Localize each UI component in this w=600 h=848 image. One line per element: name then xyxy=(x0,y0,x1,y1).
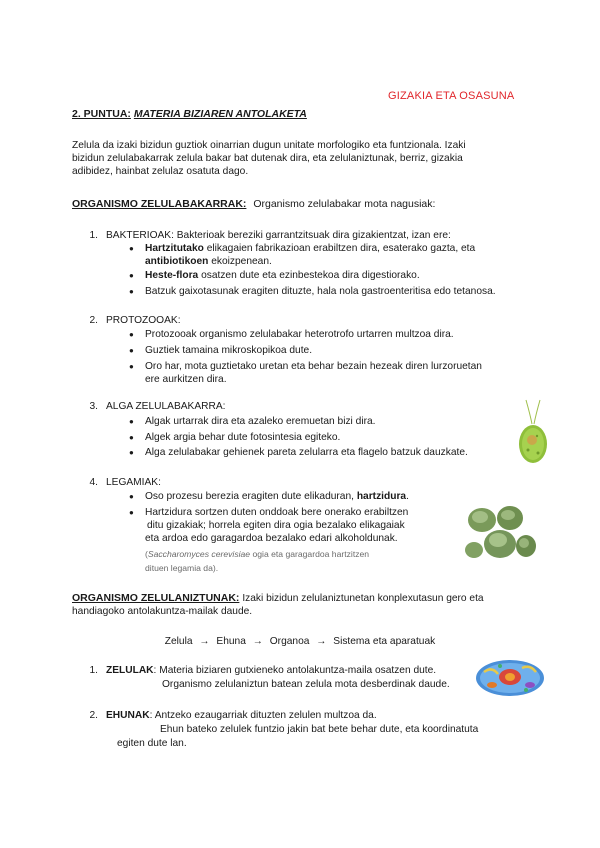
bold-term: antibiotikoen xyxy=(145,256,209,267)
bullet-icon: ● xyxy=(129,271,134,280)
list-item xyxy=(145,269,420,282)
cells-desc: Organismo zelulaniztun batean zelula mota desberdinak daude. xyxy=(162,679,450,690)
section-title xyxy=(72,108,307,120)
yeast-image xyxy=(460,498,538,570)
bold-term: EHUNAK xyxy=(106,710,150,721)
bacteria-title: BAKTERIOAK: Bakterioak bereziki garrantzitsuak dira gizakientzat, izan ere: xyxy=(106,230,451,241)
bullet-icon: ● xyxy=(129,433,134,442)
flow-step: Sistema eta aparatuak xyxy=(333,636,436,647)
list-item: Hartzidura sortzen duten onddoak bere onerako erabiltzen xyxy=(145,507,409,518)
list-number: 1. xyxy=(89,665,98,676)
list-item: Algek argia behar dute fotosintesia egiteko. xyxy=(145,432,341,443)
multicellular-heading-label: ORGANISMO ZELULANIZTUNAK: xyxy=(72,592,240,604)
yeast-title: LEGAMIAK: xyxy=(106,477,161,488)
item-text: osatzen dute eta ezinbestekoa dira digestiorako. xyxy=(201,270,420,281)
tissue-title xyxy=(106,709,377,722)
bold-term: Hartzitutako xyxy=(145,243,204,254)
cell-image xyxy=(474,656,546,698)
bold-term: ZELULAK xyxy=(106,665,154,676)
item-text: ekoizpenean. xyxy=(211,256,272,267)
bold-term: Heste-flora xyxy=(145,270,199,281)
note-text: ( xyxy=(145,549,148,559)
cells-title xyxy=(106,664,436,677)
list-item: Algak urtarrak dira eta azaleko eremuetan bizi dira. xyxy=(145,416,376,427)
tissue-desc: Ehun bateko zelulek funtzio jakin bat bete behar dute, eta koordinatuta xyxy=(160,724,479,735)
bullet-icon: ● xyxy=(129,448,134,457)
item-text: elikagaien fabrikazioan erabiltzen dira, esaterako gazta, eta xyxy=(206,243,476,254)
algae-image xyxy=(516,398,550,466)
list-number: 1. xyxy=(89,230,98,241)
list-number: 3. xyxy=(89,401,98,412)
flow-step: Ehuna xyxy=(216,636,246,647)
list-item: Alga zelulabakar gehienek pareta zelularra eta flagelo batzuk dauzkate. xyxy=(145,447,468,458)
list-item xyxy=(145,242,475,255)
arrow-right-icon: → xyxy=(316,636,327,647)
section-name: MATERIA BIZIAREN ANTOLAKETA xyxy=(133,108,307,120)
item-text: . xyxy=(406,491,409,502)
flow-step: Zelula xyxy=(164,636,193,647)
species-name: Saccharomyces cerevisiae xyxy=(147,549,251,559)
list-item-cont: ditu gizakiak; horrela egiten dira ogia bezalako elikagaiak xyxy=(147,520,405,531)
yeast-note xyxy=(145,548,369,561)
header-title: GIZAKIA ETA OSASUNA xyxy=(388,90,515,102)
algae-title: ALGA ZELULABAKARRA: xyxy=(106,401,226,412)
list-item-cont xyxy=(145,255,272,268)
tissue-desc-cont: egiten dute lan. xyxy=(117,738,187,749)
bullet-icon: ● xyxy=(129,346,134,355)
list-number: 2. xyxy=(89,710,98,721)
bold-term: hartzidura xyxy=(356,491,407,502)
note-text: ogia eta garagardoa hartzitzen xyxy=(252,549,370,559)
multicellular-heading xyxy=(72,591,542,618)
bullet-icon: ● xyxy=(129,244,134,253)
bullet-icon: ● xyxy=(129,287,134,296)
bullet-icon: ● xyxy=(129,362,134,371)
unicellular-heading-label: ORGANISMO ZELULABAKARRAK: xyxy=(72,198,247,210)
list-item: Batzuk gaixotasunak eragiten dituzte, hala nola gastroenteritisa edo tetanosa. xyxy=(145,286,496,297)
arrow-right-icon: → xyxy=(199,636,210,647)
organization-flow xyxy=(0,635,600,648)
item-text: : Materia biziaren gutxieneko antolakuntza-maila osatzen dute. xyxy=(153,665,437,676)
bullet-icon: ● xyxy=(129,417,134,426)
flow-step: Organoa xyxy=(269,636,310,647)
yeast-note-cont: dituen legamia da). xyxy=(145,563,219,573)
item-text: Oso prozesu berezia eragiten dute elikaduran, xyxy=(145,491,354,502)
list-item xyxy=(145,490,409,503)
bullet-icon: ● xyxy=(129,508,134,517)
unicellular-heading xyxy=(72,198,435,210)
list-item-cont: eta ardoa edo garagardoa bezalako edari alkoholdunak. xyxy=(145,533,398,544)
intro-line: adibidez, hainbat zelulaz osatuta dago. xyxy=(72,166,249,177)
protozoa-title: PROTOZOOAK: xyxy=(106,315,181,326)
multicellular-subtitle-cont: handiagoko antolakuntza-mailak daude. xyxy=(72,606,253,617)
multicellular-subtitle: Izaki bizidun zelulaniztunetan konplexutasun gero eta xyxy=(242,593,484,604)
unicellular-subtitle: Organismo zelulabakar mota nagusiak: xyxy=(253,198,436,210)
list-item: Oro har, mota guztietako uretan eta behar bezain hezeak diren lurzoruetan xyxy=(145,361,482,372)
intro-line: Zelula da izaki bizidun guztiok oinarrian dugun unitate morfologiko eta funtzionala. Izaki xyxy=(72,140,466,151)
list-item-cont: ere aurkitzen dira. xyxy=(145,374,227,385)
list-item: Guztiek tamaina mikroskopikoa dute. xyxy=(145,345,313,356)
item-text: : Antzeko ezaugarriak dituzten zelulen multzoa da. xyxy=(149,710,377,721)
list-number: 2. xyxy=(89,315,98,326)
intro-paragraph xyxy=(72,139,522,178)
arrow-right-icon: → xyxy=(252,636,263,647)
section-number: 2. PUNTUA: xyxy=(72,108,131,120)
list-number: 4. xyxy=(89,477,98,488)
bullet-icon: ● xyxy=(129,330,134,339)
intro-line: bizidun zelulabakarrak zelula bakar bat dutenak dira, eta zelulaniztunak, berriz, gizakia xyxy=(72,153,463,164)
bullet-icon: ● xyxy=(129,492,134,501)
list-item: Protozooak organismo zelulabakar heterotrofo urtarren multzoa dira. xyxy=(145,329,454,340)
